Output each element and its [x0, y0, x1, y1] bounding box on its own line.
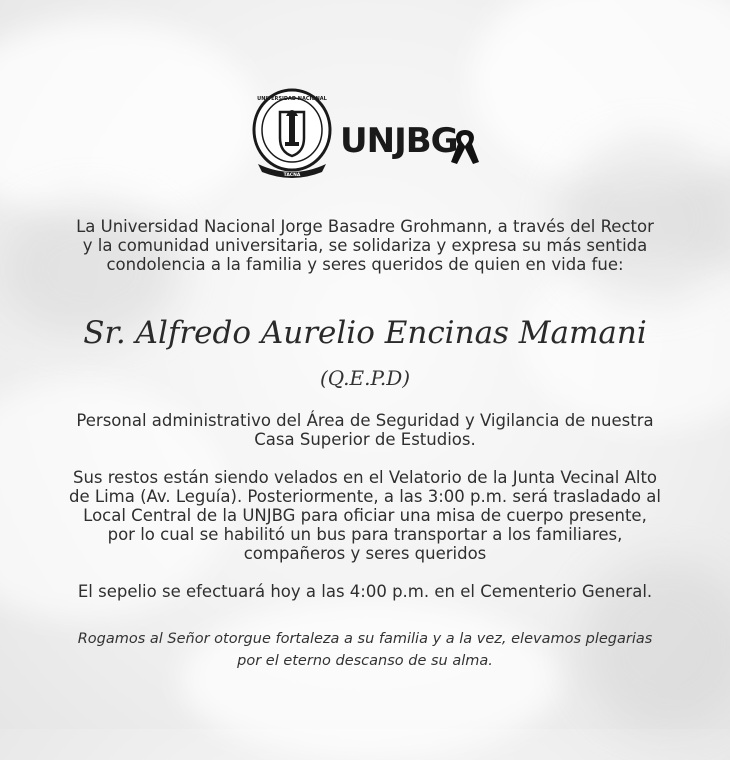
seal-top-text: UNIVERSIDAD NACIONAL — [257, 96, 327, 102]
role-line: Personal administrativo del Área de Seguridad y Vigilancia de nuestra — [76, 411, 654, 430]
wake-line: de Lima (Av. Leguía). Posteriormente, a las 3:00 p.m. será trasladado al — [69, 487, 661, 506]
closing-prayer — [40, 628, 690, 672]
burial-line: El sepelio se efectuará hoy a las 4:00 p.m. en el Cementerio General. — [77, 582, 653, 601]
wake-line: Sus restos están siendo velados en el Velatorio de la Junta Vecinal Alto — [72, 468, 658, 487]
wake-line: por lo cual se habilitó un bus para transportar a los familiares, — [107, 525, 623, 544]
qepd-label: (Q.E.P.D) — [319, 366, 411, 390]
seal-bottom-text: TACNA — [283, 173, 301, 178]
intro-line: condolencia a la familia y seres queridos de quien en vida fue: — [106, 255, 624, 274]
intro-line: La Universidad Nacional Jorge Basadre Grohmann, a través del Rector — [76, 217, 654, 236]
wake-line: compañeros y seres queridos — [243, 544, 487, 563]
intro-paragraph — [40, 217, 690, 274]
wake-paragraph — [40, 468, 690, 563]
background-cloud — [180, 600, 560, 760]
role-line: Casa Superior de Estudios. — [254, 430, 476, 449]
closing-line: por el eterno descanso de su alma. — [237, 653, 493, 669]
wake-line: Local Central de la UNJBG para oficiar una misa de cuerpo presente, — [83, 506, 647, 525]
burial-paragraph — [40, 582, 690, 601]
university-seal-icon — [250, 86, 334, 182]
deceased-name: Sr. Alfredo Aurelio Encinas Mamani — [83, 315, 647, 351]
background-cloud — [0, 20, 260, 220]
mourning-ribbon-icon — [448, 126, 482, 166]
university-logo — [250, 86, 490, 182]
brand-wordmark: UNJBG — [340, 121, 458, 161]
role-paragraph — [40, 411, 690, 449]
intro-line: y la comunidad universitaria, se solidariza y expresa su más sentida — [82, 236, 648, 255]
closing-line: Rogamos al Señor otorgue fortaleza a su familia y a la vez, elevamos plegarias — [77, 631, 653, 647]
